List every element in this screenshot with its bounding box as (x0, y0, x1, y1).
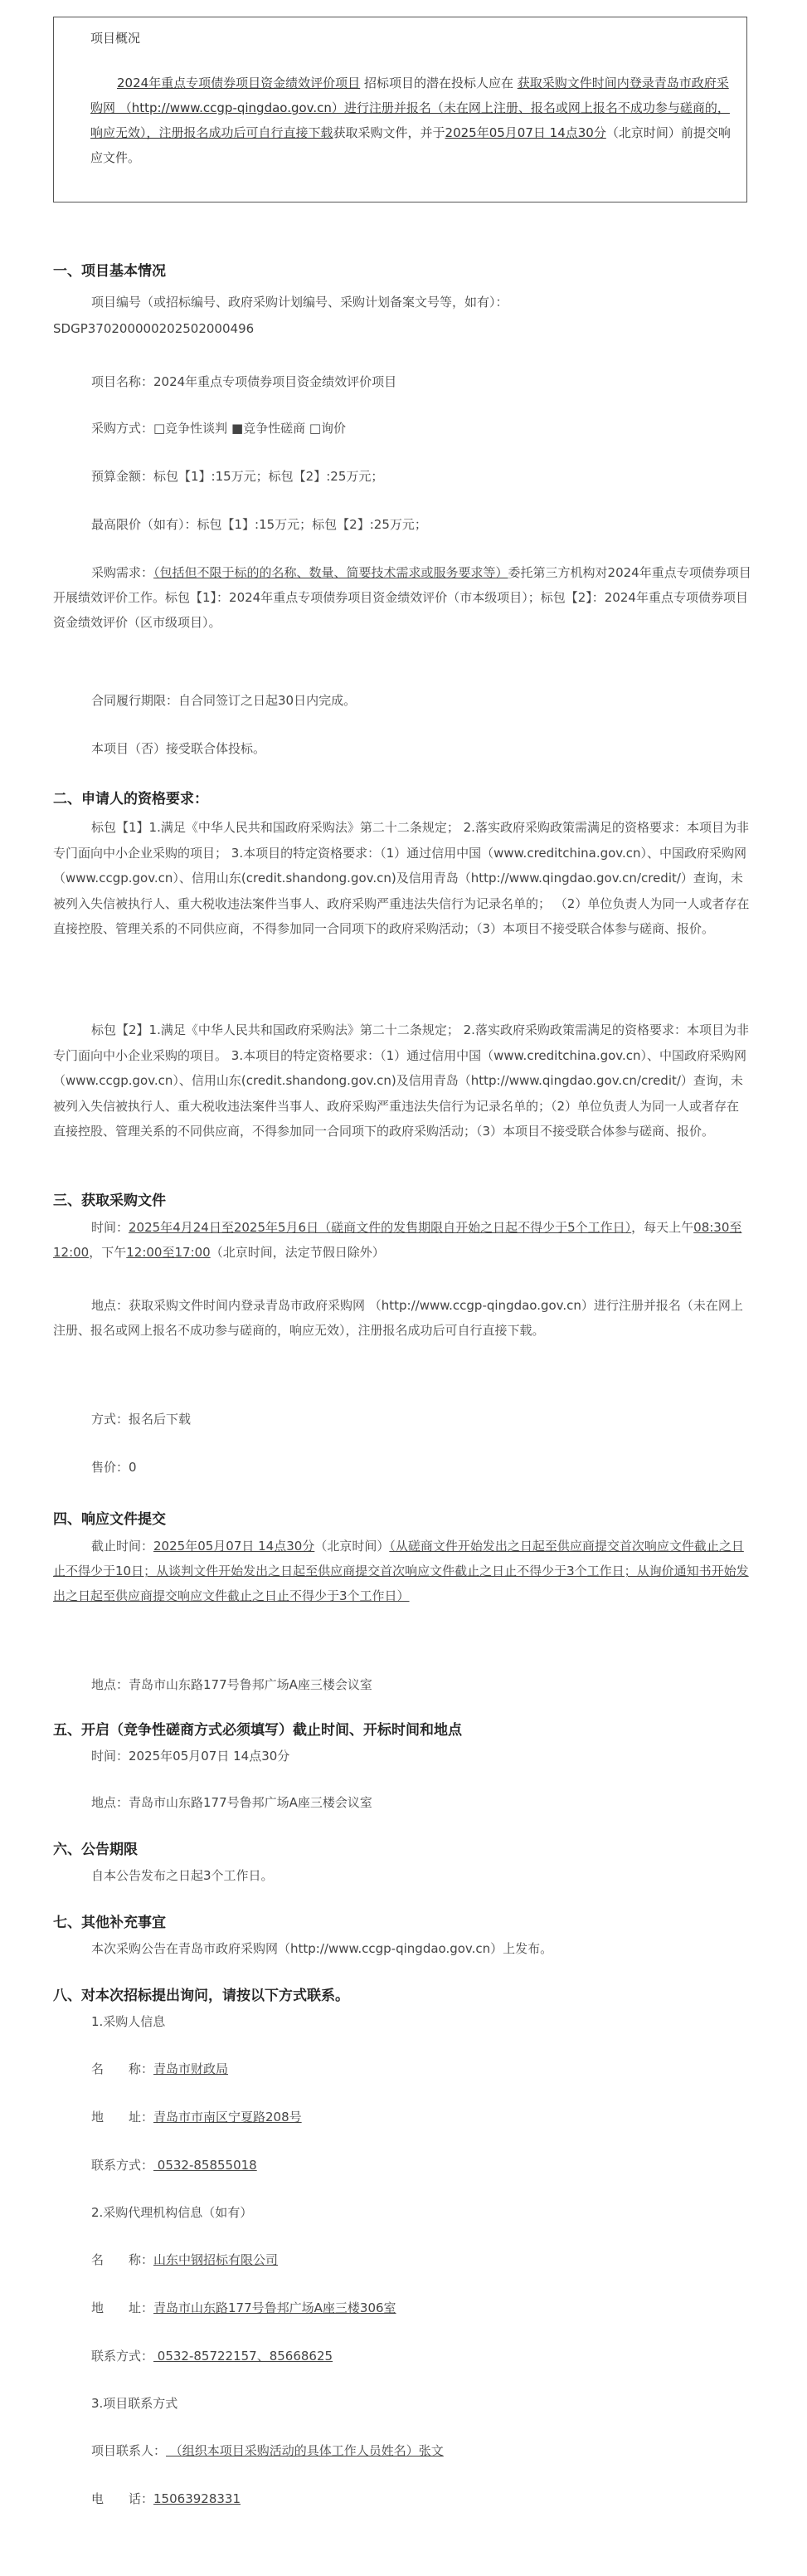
project-code-value: SDGP370200000202502000496 (53, 321, 255, 336)
agency-address-value: 青岛市山东路177号鲁邦广场A座三楼306室 (153, 2300, 396, 2315)
section-heading-1: 一、项目基本情况 (53, 263, 166, 280)
agency-heading: 2.采购代理机构信息（如有） (91, 2205, 253, 2220)
section-heading-6: 六、公告期限 (53, 1842, 138, 1858)
purchaser-name (91, 2056, 751, 2081)
deadline-time: 2025年05月07日 14点30分 (153, 1539, 315, 1554)
deadline-zone: （北京时间） (314, 1539, 390, 1554)
overview-paragraph (90, 71, 732, 170)
agency-name-label: 名 称： (91, 2252, 154, 2267)
agency-name-value: 山东中钢招标有限公司 (153, 2252, 279, 2267)
agency-contact-value: 0532-85722157、85668625 (153, 2349, 333, 2364)
morning-hours: 08:30至12:00 (53, 1220, 742, 1260)
project-overview-box (53, 17, 747, 202)
overview-project-name: 2024年重点专项债券项目资金绩效评价项目 (117, 76, 361, 90)
contact-phone-label: 电 话： (91, 2491, 154, 2506)
afternoon-hours: 12:00至17:00 (126, 1245, 211, 1260)
consortium-policy: 本项目（否）接受联合体投标。 (91, 741, 266, 756)
section-heading-3: 三、获取采购文件 (53, 1193, 166, 1209)
contract-period: 合同履行期限：自合同签订之日起30日内完成。 (91, 693, 357, 708)
project-contact-phone (91, 2486, 751, 2511)
purchaser-address-value: 青岛市市南区宁夏路208号 (153, 2110, 302, 2125)
contact-person-value: （组织本项目采购活动的具体工作人员姓名）张文 (166, 2443, 444, 2458)
time-note: （北京时间，法定节假日除外） (210, 1245, 385, 1260)
contact-person-label: 项目联系人： (91, 2443, 167, 2458)
requirements-label: 采购需求： (91, 565, 154, 580)
announcement-period: 自本公告发布之日起3个工作日。 (91, 1868, 274, 1883)
agency-contact-label: 联系方式： (91, 2349, 154, 2364)
project-contact-heading: 3.项目联系方式 (91, 2396, 178, 2411)
qualification-package-1: 标包【1】1.满足《中华人民共和国政府采购法》第二十二条规定； 2.落实政府采购政策需满足的资格要求：本项目为非专门面向中小企业采购的项目； 3.本项目的特定资格要求：（1）通过信用中国（www.creditchina.gov.cn）、中国政府采购网（www.ccgp.gov.cn）、信用山东(credit.shandong.gov.cn)及信用青岛（http://www.qingdao.gov.cn/credit/）查询，未被列入失信被执行人、重大税收违法案件当事人、政府采购严重违法失信行为记录名单的； （2）单位负责人为同一人或者存在直接控股、管理关系的不同供应商，不得参加同一合同项下的政府采购活动；（3）本项目不接受联合体参与磋商、报价。 (53, 820, 750, 936)
document-method: 方式：报名后下载 (91, 1412, 192, 1427)
time-period: 2025年4月24日至2025年5月6日（磋商文件的发售期限自开始之日起不得少于5个工作日） (129, 1220, 632, 1235)
overview-text-3: （北京时间）前提交响应文件。 (90, 125, 731, 165)
purchaser-contact-value: 0532-85855018 (153, 2158, 257, 2173)
project-code-label: 项目编号（或招标编号、政府采购计划编号、采购计划备案文号等，如有）： (91, 295, 508, 310)
overview-text-2: 获取采购文件，并于 (333, 125, 445, 140)
purchaser-address (91, 2105, 751, 2130)
overview-text: 招标项目的潜在投标人应在 (360, 76, 518, 90)
overview-deadline: 2025年05月07日 14点30分 (445, 125, 606, 140)
budget-amount: 预算金额：标包【1】:15万元；标包【2】:25万元； (91, 469, 384, 484)
purchaser-contact (91, 2153, 751, 2178)
procurement-requirements (53, 560, 751, 635)
max-price: 最高限价（如有）：标包【1】:15万元；标包【2】:25万元； (91, 517, 427, 532)
purchaser-name-label: 名 称： (91, 2061, 154, 2076)
overview-title: 项目概况 (90, 31, 141, 46)
project-name: 项目名称：2024年重点专项债券项目资金绩效评价项目 (91, 374, 397, 389)
procurement-method: 采购方式：□竞争性谈判 ■竞争性磋商 □询价 (91, 421, 347, 436)
purchaser-name-value: 青岛市财政局 (153, 2061, 229, 2076)
purchaser-heading: 1.采购人信息 (91, 2014, 166, 2029)
agency-name (91, 2247, 751, 2272)
time-label: 时间： (91, 1220, 129, 1235)
other-matters: 本次采购公告在青岛市政府采购网（http://www.ccgp-qingdao.gov.cn）上发布。 (91, 1941, 553, 1956)
time-text-2: ，下午 (89, 1245, 127, 1260)
contact-phone-value: 15063928331 (153, 2491, 241, 2506)
opening-place: 地点：青岛市山东路177号鲁邦广场A座三楼会议室 (91, 1795, 372, 1810)
purchaser-contact-label: 联系方式： (91, 2158, 154, 2173)
section-heading-8: 八、对本次招标提出询问，请按以下方式联系。 (53, 1988, 349, 2004)
requirements-text: 委托第三方机构对2024年重点专项债券项目开展绩效评价工作。标包【1】：2024年重点专项债券项目资金绩效评价（市本级项目）；标包【2】：2024年重点专项债券项目资金绩效评价（区市级项目）。 (53, 565, 751, 630)
submission-place: 地点：青岛市山东路177号鲁邦广场A座三楼会议室 (91, 1677, 372, 1692)
agency-contact (91, 2344, 751, 2369)
document-place: 地点：获取采购文件时间内登录青岛市政府采购网 （http://www.ccgp-qingdao.gov.cn）进行注册并报名（未在网上注册、报名或网上报名不成功参与磋商的，响应无效），注册报名成功后可自行直接下载。 (53, 1298, 743, 1338)
section-heading-2: 二、申请人的资格要求： (53, 791, 208, 807)
agency-address-label: 地 址： (91, 2300, 154, 2315)
section-heading-7: 七、其他补充事宜 (53, 1915, 166, 1931)
overview-registration: 获取采购文件时间内登录青岛市政府采购网 （http://www.ccgp-qingdao.gov.cn）进行注册并报名（未在网上注册、报名或网上报名不成功参与磋商的，响应无效），注册报名成功后可自行直接下载 (90, 76, 730, 140)
opening-time: 时间：2025年05月07日 14点30分 (91, 1749, 290, 1764)
deadline-label: 截止时间： (91, 1539, 154, 1554)
purchaser-address-label: 地 址： (91, 2110, 154, 2125)
document-time (53, 1215, 751, 1265)
document-price: 售价：0 (91, 1460, 137, 1475)
project-contact-person (91, 2438, 751, 2463)
section-heading-5: 五、开启（竞争性磋商方式必须填写）截止时间、开标时间和地点 (53, 1722, 462, 1739)
submission-deadline (53, 1534, 751, 1608)
agency-address (91, 2295, 751, 2320)
deadline-rule: （从磋商文件开始发出之日起至供应商提交首次响应文件截止之日止不得少于10日；从谈判文件开始发出之日起至供应商提交首次响应文件截止之日止不得少于3个工作日；从询价通知书开始发出之日起至供应商提交响应文件截止之日止不得少于3个工作日） (53, 1539, 749, 1603)
section-heading-4: 四、响应文件提交 (53, 1511, 166, 1528)
qualification-package-2: 标包【2】1.满足《中华人民共和国政府采购法》第二十二条规定； 2.落实政府采购政策需满足的资格要求：本项目为非专门面向中小企业采购的项目。 3.本项目的特定资格要求：（1）通过信用中国（www.creditchina.gov.cn）、中国政府采购网（www.ccgp.gov.cn）、信用山东(credit.shandong.gov.cn)及信用青岛（http://www.qingdao.gov.cn/credit/）查询，未被列入失信被执行人、重大税收违法案件当事人、政府采购严重违法失信行为记录名单的；（2）单位负责人为同一人或者存在直接控股、管理关系的不同供应商，不得参加同一合同项下的政府采购活动；（3）本项目不接受联合体参与磋商、报价。 (53, 1022, 749, 1139)
requirements-note: （包括但不限于标的的名称、数量、简要技术需求或服务要求等） (153, 565, 508, 580)
time-text: ，每天上午 (631, 1220, 694, 1235)
